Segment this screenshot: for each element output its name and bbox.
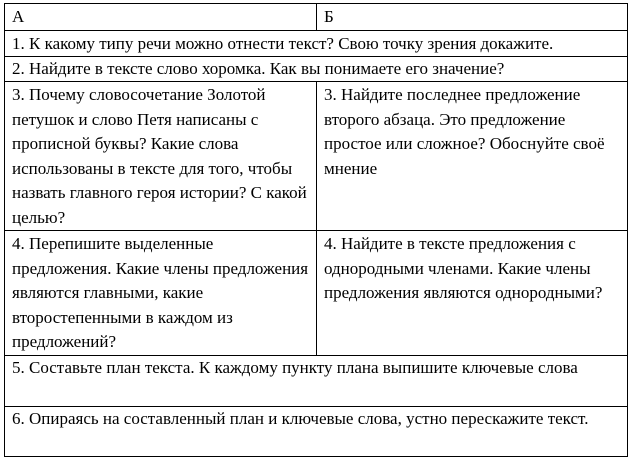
question-3-variant-b: 3. Найдите последнее предложение второго абзаца. Это предложение простое или сложное? Обоснуйте своё мнение [317, 82, 628, 231]
table-row [5, 31, 628, 57]
questions-table [4, 3, 628, 457]
question-4-variant-a: 4. Перепишите выделенные предложения. Какие члены предложения являются главными, какие второстепенными в каждом из предложений? [5, 231, 317, 356]
column-header-a: А [5, 4, 317, 31]
table-row [5, 57, 628, 82]
question-4-variant-b: 4. Найдите в тексте предложения с однородными членами. Какие члены предложения являются однородными? [317, 231, 628, 356]
table-row [5, 82, 628, 231]
column-header-b: Б [317, 4, 628, 31]
question-3-variant-a: 3. Почему словосочетание Золотой петушок и слово Петя написаны с прописной буквы? Какие слова использованы в тексте для того, чтобы назвать главного героя истории? С какой целью? [5, 82, 317, 231]
table-row [5, 406, 628, 456]
question-1: 1. К какому типу речи можно отнести текст? Свою точку зрения докажите. [5, 31, 628, 57]
question-6: 6. Опираясь на составленный план и ключевые слова, устно перескажите текст. [5, 406, 628, 456]
table-row [5, 231, 628, 356]
table-row [5, 355, 628, 406]
question-5: 5. Составьте план текста. К каждому пункту плана выпишите ключевые слова [5, 355, 628, 406]
question-2: 2. Найдите в тексте слово хоромка. Как вы понимаете его значение? [5, 57, 628, 82]
header-row [5, 4, 628, 31]
